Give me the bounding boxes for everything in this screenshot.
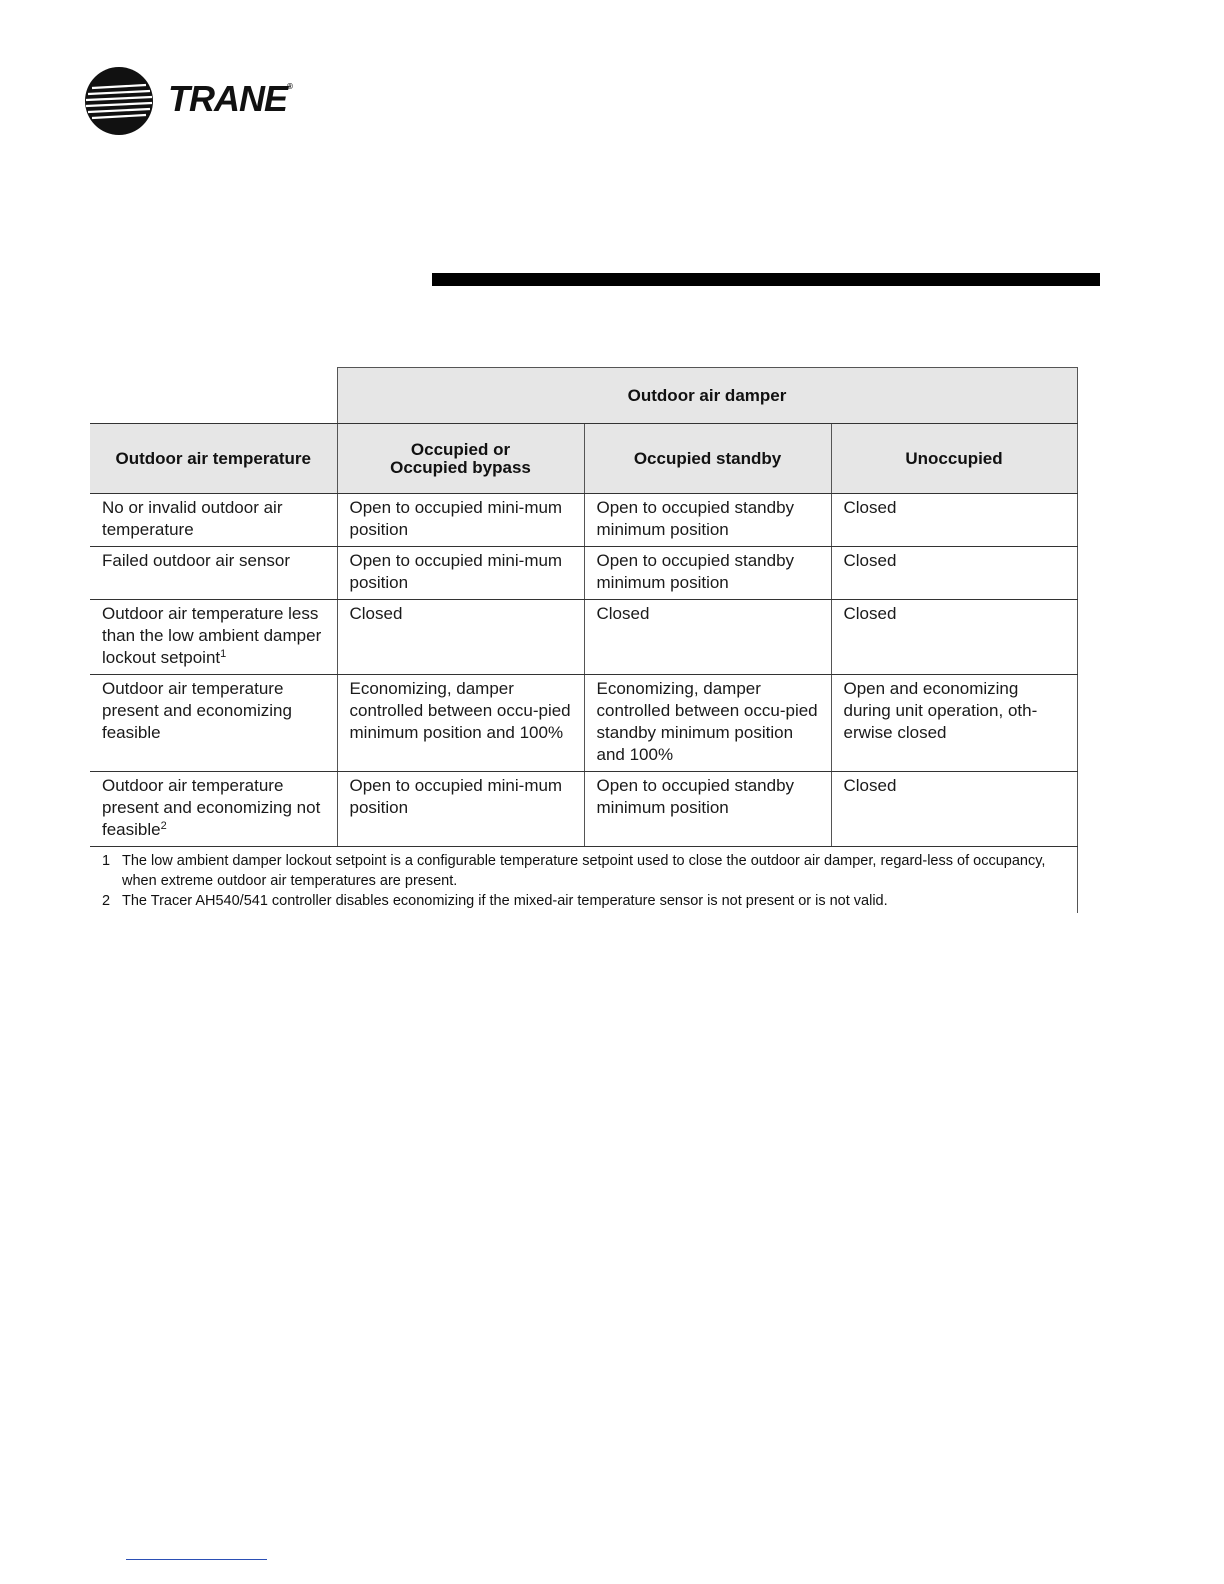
table-row	[90, 600, 1077, 675]
column-header: Outdoor air temperature	[90, 424, 337, 494]
table-cell: Open to occupied standby minimum position	[584, 772, 831, 847]
table-cell: Open to occupied mini-mum position	[337, 547, 584, 600]
footnote-text: The Tracer AH540/541 controller disables economizing if the mixed-air temperature sensor is not present or is not valid.	[122, 893, 888, 909]
cell-text: Outdoor air temperature less than the low ambient damper lockout setpoint	[102, 604, 322, 667]
table-cell: Failed outdoor air sensor	[90, 547, 337, 600]
table-cell: Economizing, damper controlled between occu-pied minimum position and 100%	[337, 675, 584, 772]
table-row	[90, 547, 1077, 600]
table-cell: Closed	[831, 494, 1077, 547]
footnote	[90, 851, 1077, 891]
trane-globe-icon	[84, 66, 154, 136]
column-header: Unoccupied	[831, 424, 1077, 494]
cell-text: Outdoor air temperature present and economizing not feasible	[102, 776, 321, 839]
table-cell: Open to occupied mini-mum position	[337, 772, 584, 847]
table-cell	[90, 600, 337, 675]
table-row	[90, 772, 1077, 847]
column-header-line: Occupied bypass	[390, 457, 531, 477]
table-row	[90, 494, 1077, 547]
column-header	[337, 424, 584, 494]
table-cell: Open to occupied mini-mum position	[337, 494, 584, 547]
footnote-ref: 2	[160, 820, 167, 832]
footnotes	[90, 851, 1077, 911]
footnotes-row	[90, 847, 1077, 914]
footnote-number: 2	[102, 893, 111, 909]
table-cell: Closed	[584, 600, 831, 675]
column-header: Occupied standby	[584, 424, 831, 494]
table-cell: Open to occupied standby minimum position	[584, 494, 831, 547]
footnote	[90, 891, 1077, 911]
table-cell: No or invalid outdoor air temperature	[90, 494, 337, 547]
group-header: Outdoor air damper	[337, 368, 1077, 424]
table-cell: Open and economizing during unit operation, oth-erwise closed	[831, 675, 1077, 772]
table-cell: Closed	[831, 547, 1077, 600]
table-cell: Open to occupied standby minimum position	[584, 547, 831, 600]
table-cell: Closed	[337, 600, 584, 675]
table-row	[90, 675, 1077, 772]
footer-link-underline[interactable]	[126, 1559, 267, 1560]
brand-name: TRANE	[168, 78, 287, 119]
table-cell	[90, 772, 337, 847]
footnotes-cell	[90, 847, 1077, 914]
section-rule	[432, 273, 1100, 286]
footnote-text: The low ambient damper lockout setpoint is a configurable temperature setpoint used to close the outdoor air damper, regard-less of occupancy, when extreme outdoor air temperatures are present.	[122, 853, 1046, 889]
column-header-line: Occupied or	[410, 439, 511, 459]
header-spacer	[90, 368, 337, 424]
registered-mark: ®	[287, 82, 293, 91]
table-cell: Closed	[831, 600, 1077, 675]
footnote-number: 1	[102, 853, 111, 869]
trane-logo	[84, 66, 304, 138]
table-cell: Closed	[831, 772, 1077, 847]
table-cell: Economizing, damper controlled between occu-pied standby minimum position and 100%	[584, 675, 831, 772]
damper-table	[90, 367, 1077, 913]
footnote-ref: 1	[220, 648, 227, 660]
table-cell: Outdoor air temperature present and economizing feasible	[90, 675, 337, 772]
